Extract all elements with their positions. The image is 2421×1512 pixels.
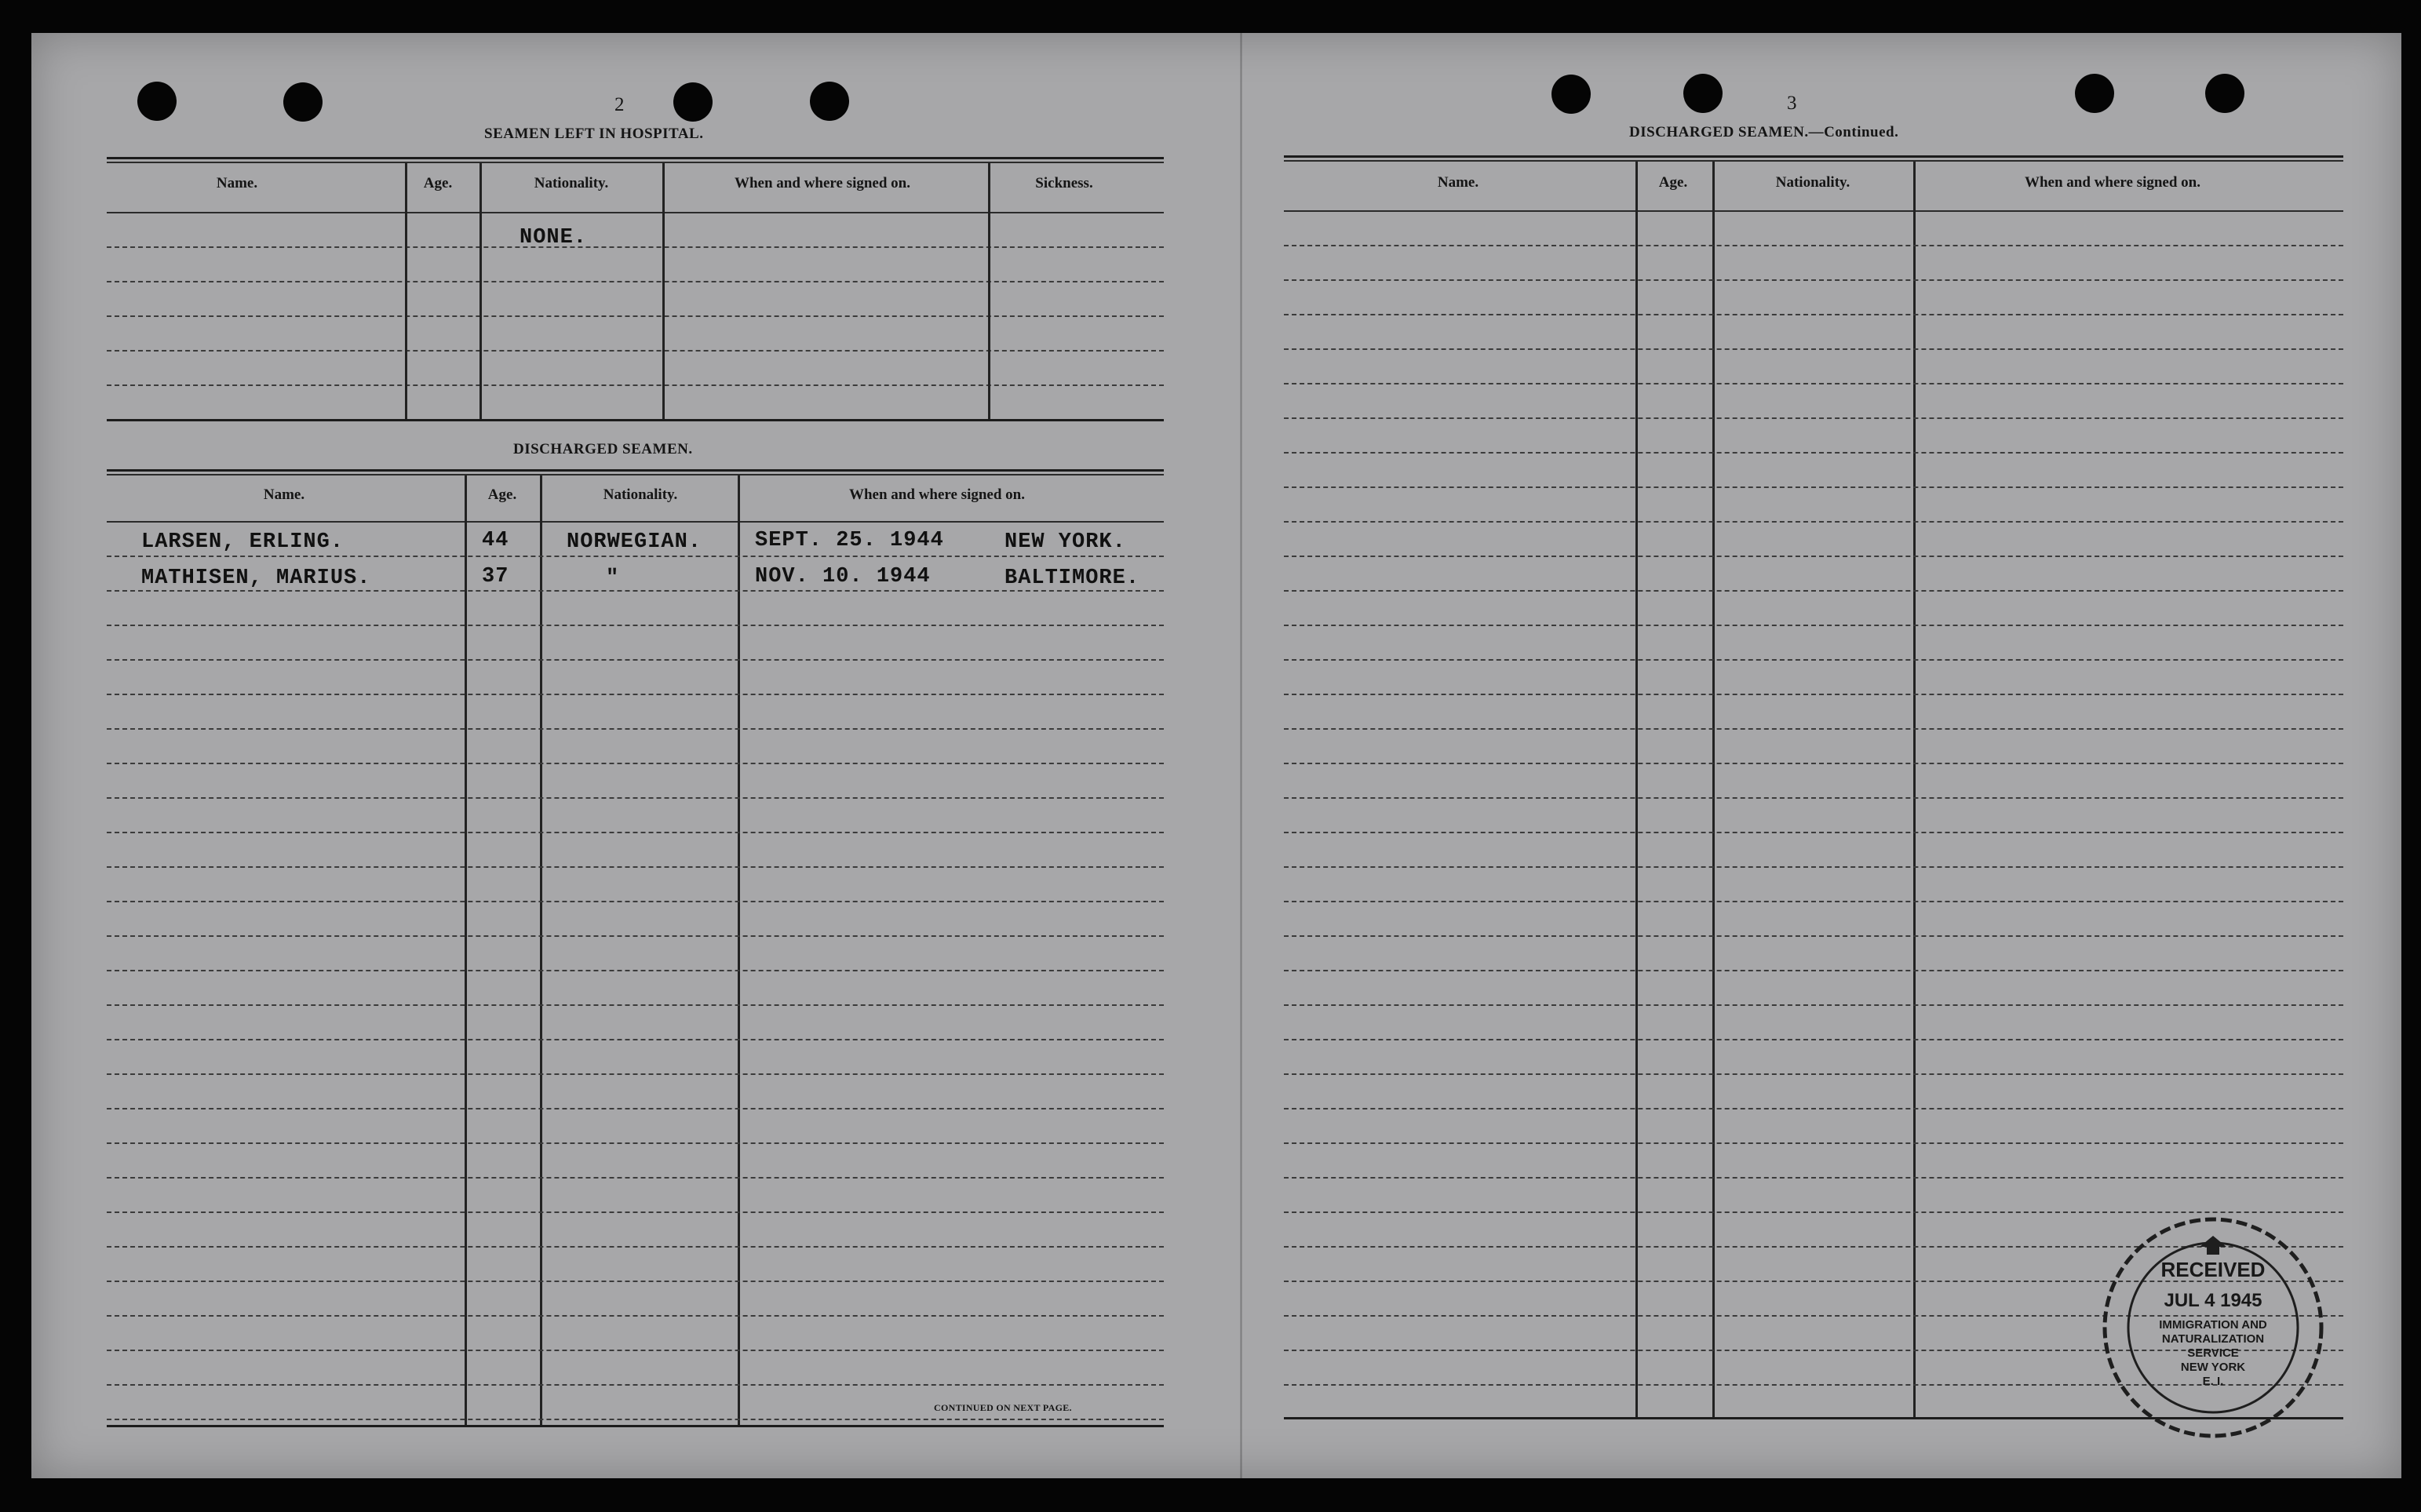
hospital-row-rule	[107, 246, 1164, 248]
row-rule	[1284, 1177, 2343, 1179]
row2-age: 37	[482, 565, 509, 588]
row-rule	[107, 590, 1164, 592]
punch-hole	[1551, 75, 1591, 114]
left-page-number: 2	[614, 94, 625, 115]
stamp-received-text: RECEIVED	[2160, 1258, 2266, 1281]
punch-hole	[2205, 74, 2244, 113]
row-rule	[1284, 935, 2343, 937]
row-rule	[107, 1350, 1164, 1351]
hospital-header-rule	[107, 212, 1164, 213]
row-rule	[107, 1281, 1164, 1282]
row-rule	[107, 728, 1164, 730]
row-rule	[107, 1004, 1164, 1006]
stamp-date-text: JUL 4 1945	[2164, 1290, 2262, 1311]
page-fold	[1240, 33, 1242, 1478]
discharged-top-rule-inner	[107, 474, 1164, 475]
row-rule	[107, 694, 1164, 695]
row-rule	[1284, 590, 2343, 592]
row-rule	[107, 866, 1164, 868]
row-rule	[107, 1246, 1164, 1248]
row-rule	[107, 625, 1164, 626]
row-rule	[107, 1211, 1164, 1213]
row1-place: NEW YORK.	[1004, 530, 1126, 554]
row-rule	[1284, 659, 2343, 661]
row-rule	[1284, 314, 2343, 315]
row-rule	[107, 659, 1164, 661]
row-rule	[1284, 486, 2343, 488]
stamp-office-line1: NEW YORK	[2180, 1361, 2246, 1374]
right-col-signed-on: When and where signed on.	[2024, 174, 2201, 191]
hospital-row-rule	[107, 384, 1164, 386]
discharged-col-name: Name.	[263, 486, 305, 503]
punch-hole	[810, 82, 849, 121]
row-rule	[107, 1073, 1164, 1075]
row-rule	[1284, 1073, 2343, 1075]
stamp-agency-line2: NATURALIZATION	[2161, 1332, 2265, 1346]
right-col-divider	[1913, 162, 1916, 1417]
row-rule	[1284, 279, 2343, 281]
stamp-office-line2: E. I.	[2202, 1375, 2224, 1388]
row-rule	[1284, 763, 2343, 764]
row-rule	[1284, 417, 2343, 419]
row1-nationality: NORWEGIAN.	[567, 530, 702, 554]
right-section-title: DISCHARGED SEAMEN.—Continued.	[1629, 124, 1899, 140]
discharged-col-nationality: Nationality.	[603, 486, 678, 503]
row-rule	[1284, 521, 2343, 523]
discharged-top-rule	[107, 469, 1164, 472]
row-rule	[1284, 694, 2343, 695]
punch-hole	[283, 82, 323, 122]
row-rule	[1284, 1142, 2343, 1144]
row2-nationality: "	[606, 567, 620, 590]
row1-date: SEPT. 25. 1944	[755, 529, 944, 552]
row2-name: MATHISEN, MARIUS.	[141, 567, 371, 590]
continued-note: CONTINUED ON NEXT PAGE.	[934, 1402, 1072, 1413]
punch-hole	[137, 82, 177, 121]
right-top-rule	[1284, 155, 2343, 158]
row-rule	[107, 901, 1164, 902]
right-col-divider	[1712, 162, 1715, 1417]
right-col-age: Age.	[1658, 174, 1688, 191]
row-rule	[107, 1108, 1164, 1109]
row-rule	[107, 556, 1164, 557]
row-rule	[1284, 1004, 2343, 1006]
discharged-col-divider	[465, 475, 467, 1425]
discharged-col-divider	[738, 475, 740, 1425]
discharged-section-title: DISCHARGED SEAMEN.	[513, 441, 693, 457]
row-rule	[1284, 970, 2343, 971]
hospital-col-signed-on: When and where signed on.	[734, 175, 911, 191]
hospital-col-sickness: Sickness.	[1035, 175, 1093, 191]
row-rule	[107, 1419, 1164, 1420]
row-rule	[107, 797, 1164, 799]
hospital-col-name: Name.	[216, 175, 258, 191]
row-rule	[107, 1142, 1164, 1144]
discharged-col-age: Age.	[487, 486, 517, 503]
row-rule	[1284, 556, 2343, 557]
hospital-col-nationality: Nationality.	[534, 175, 609, 191]
stamp-agency-line1: IMMIGRATION AND	[2159, 1318, 2267, 1332]
row1-age: 44	[482, 529, 509, 552]
row-rule	[107, 832, 1164, 833]
hospital-col-divider	[988, 163, 990, 419]
stamp-agency-line3: SERVICE	[2187, 1346, 2239, 1360]
hospital-bottom-rule	[107, 419, 1164, 421]
row-rule	[1284, 866, 2343, 868]
row-rule	[1284, 797, 2343, 799]
row-rule	[107, 935, 1164, 937]
row-rule	[1284, 901, 2343, 902]
row-rule	[107, 763, 1164, 764]
row-rule	[107, 970, 1164, 971]
discharged-bottom-rule	[107, 1425, 1164, 1427]
hospital-row-rule	[107, 315, 1164, 317]
row2-place: BALTIMORE.	[1004, 567, 1140, 590]
hospital-col-divider	[405, 163, 407, 419]
row-rule	[107, 1315, 1164, 1317]
row-rule	[1284, 383, 2343, 384]
punch-hole	[1683, 74, 1723, 113]
right-col-name: Name.	[1437, 174, 1479, 191]
right-page-number: 3	[1787, 93, 1797, 114]
row-rule	[107, 1039, 1164, 1040]
right-col-divider	[1635, 162, 1638, 1417]
discharged-header-rule	[107, 521, 1164, 523]
punch-hole	[673, 82, 713, 122]
received-stamp	[2099, 1214, 2327, 1441]
hospital-row-rule	[107, 281, 1164, 282]
row-rule	[1284, 245, 2343, 246]
row-rule	[107, 1384, 1164, 1386]
hospital-section-title: SEAMEN LEFT IN HOSPITAL.	[484, 126, 704, 142]
hospital-top-rule-inner	[107, 162, 1164, 163]
row2-date: NOV. 10. 1944	[755, 565, 931, 588]
row-rule	[1284, 348, 2343, 350]
right-top-rule-inner	[1284, 160, 2343, 162]
row-rule	[1284, 1039, 2343, 1040]
discharged-col-signed-on: When and where signed on.	[848, 486, 1026, 503]
row-rule	[1284, 452, 2343, 454]
hospital-top-rule	[107, 157, 1164, 159]
hospital-col-age: Age.	[423, 175, 453, 191]
hospital-col-divider	[479, 163, 482, 419]
document-sheet	[31, 33, 2401, 1478]
row1-name: LARSEN, ERLING.	[141, 530, 345, 554]
row-rule	[107, 1177, 1164, 1179]
row-rule	[1284, 832, 2343, 833]
row-rule	[1284, 728, 2343, 730]
hospital-col-divider	[662, 163, 665, 419]
hospital-entry-none: NONE.	[520, 226, 588, 250]
right-col-nationality: Nationality.	[1775, 174, 1850, 191]
discharged-col-divider	[540, 475, 542, 1425]
row-rule	[1284, 625, 2343, 626]
hospital-row-rule	[107, 350, 1164, 352]
row-rule	[1284, 1108, 2343, 1109]
right-header-rule	[1284, 210, 2343, 212]
row-rule	[1284, 1211, 2343, 1213]
punch-hole	[2075, 74, 2114, 113]
